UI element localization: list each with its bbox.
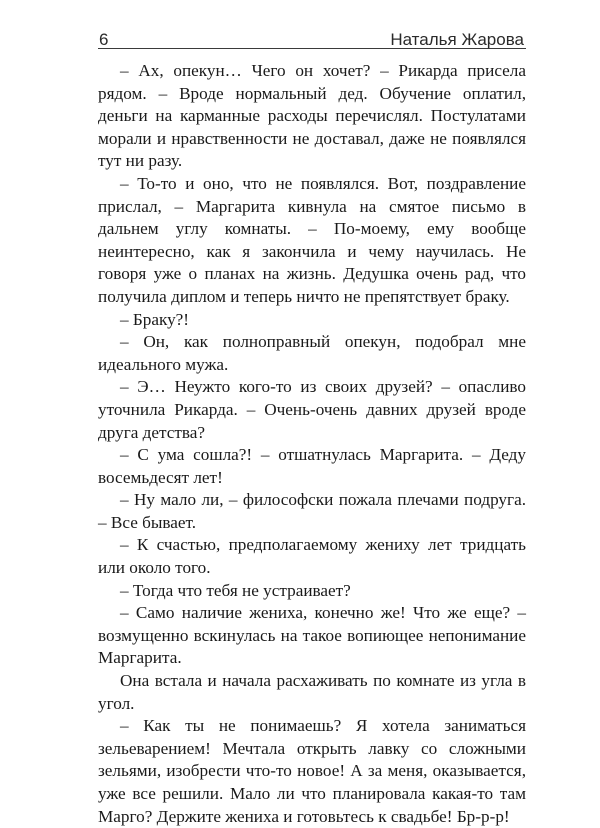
page-number: 6 bbox=[99, 30, 109, 49]
paragraph: Она встала и начала расхаживать по комнате из угла в угол. bbox=[98, 671, 526, 713]
running-head-author: Наталья Жарова bbox=[390, 30, 524, 49]
body-text bbox=[98, 60, 526, 828]
paragraph: – Он, как полноправный опекун, подобрал мне идеального мужа. bbox=[98, 332, 526, 374]
paragraph: – С ума сошла?! – отшатнулась Маргарита. – Деду восемьдесят лет! bbox=[98, 445, 526, 487]
paragraph: – Ну мало ли, – философски пожала плечами подруга. – Все бывает. bbox=[98, 490, 526, 532]
page-header bbox=[98, 20, 526, 49]
paragraph: – То-то и оно, что не появлялся. Вот, поздравление прислал, – Маргарита кивнула на смятое письмо в дальнем углу комнаты. – По-моему, ему вообще неинтересно, как я закончила и чему научилась. Не говоря уже о планах на жизнь. Дедушка очень рад, что получила диплом и теперь ничто не препятствует браку. bbox=[98, 173, 526, 306]
paragraph: – Тогда что тебя не устраивает? bbox=[120, 580, 351, 600]
paragraph: – Как ты не понимаешь? Я хотела заниматься зельеварением! Мечтала открыть лавку со сложными зельями, изобрести что-то новое! А за меня, оказывается, уже все решили. Мало ли что планировала какая-то там Марго? Держите жениха и готовьтесь к свадьбе! Бр-р-р! bbox=[98, 716, 526, 826]
paragraph: – Ах, опекун… Чего он хочет? – Рикарда присела рядом. – Вроде нормальный дед. Обучение оплатил, деньги на карманные расходы перечислял. Постулатами морали и нравственности не доставал, даже не появлялся тут ни разу. bbox=[98, 61, 526, 171]
paragraph: – Само наличие жениха, конечно же! Что же еще? – возмущенно вскинулась на такое вопиющее непонимание Маргарита. bbox=[98, 603, 526, 668]
paragraph: – К счастью, предполагаемому жениху лет тридцать или около того. bbox=[98, 535, 526, 578]
paragraph: – Э… Неужто кого-то из своих друзей? – опасливо уточнила Рикарда. – Очень-очень давних друзей вроде друга детства? bbox=[98, 377, 526, 442]
paragraph: – Браку?! bbox=[120, 309, 190, 329]
